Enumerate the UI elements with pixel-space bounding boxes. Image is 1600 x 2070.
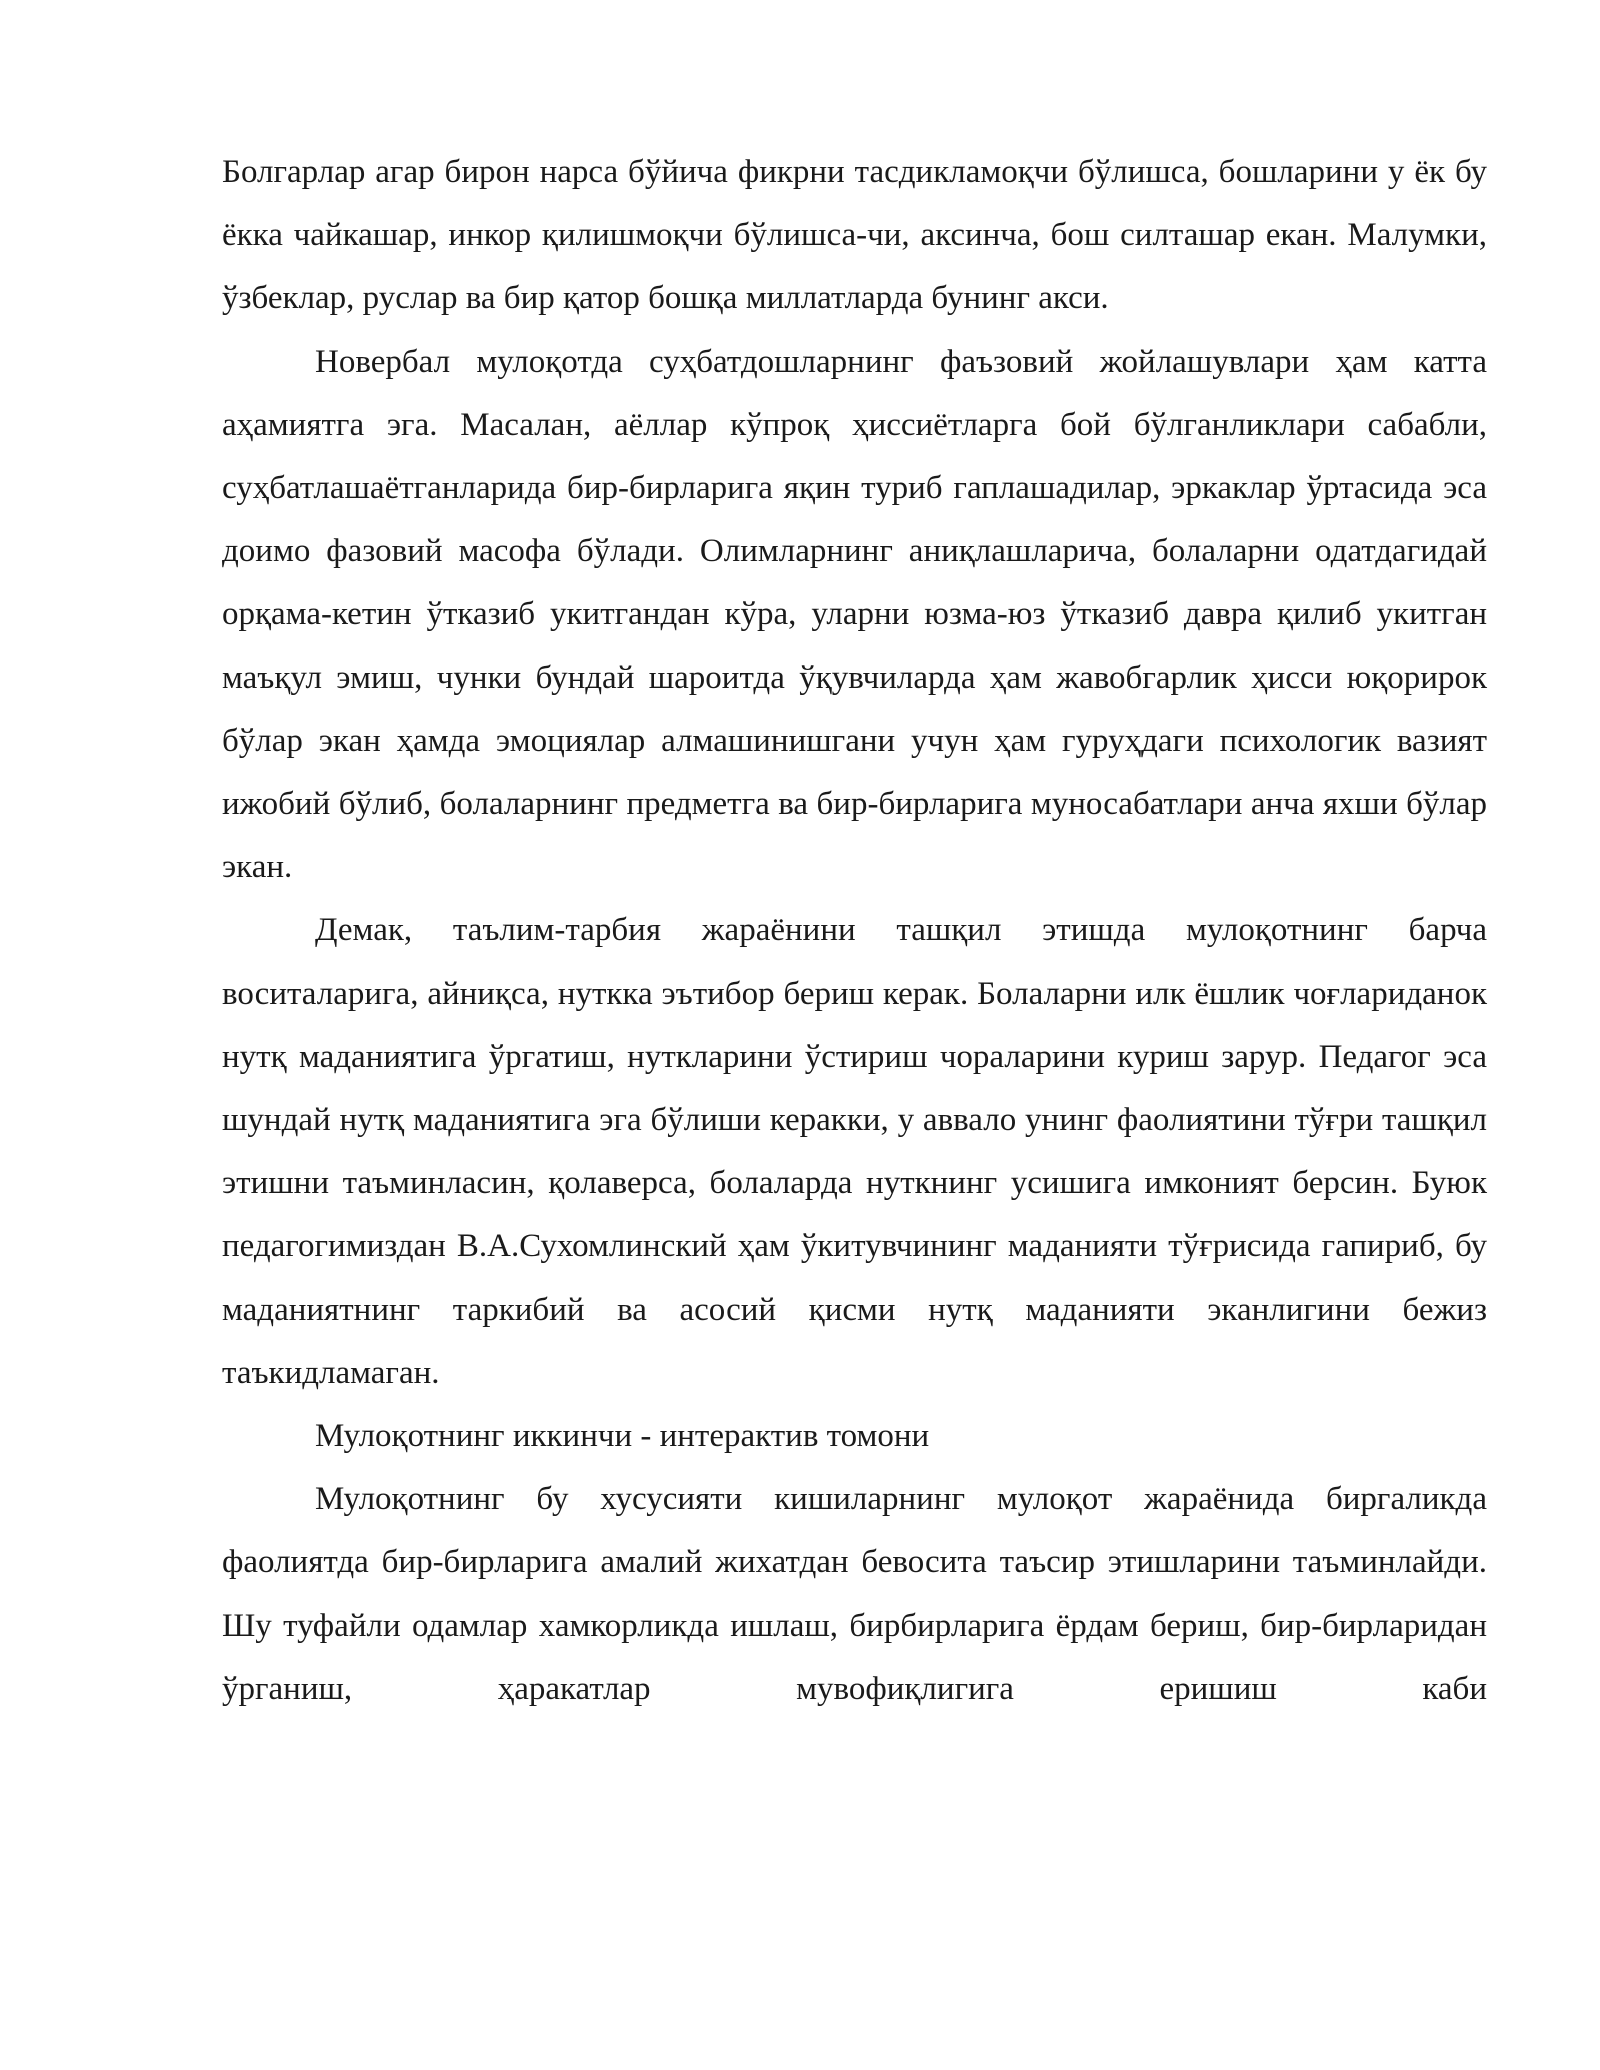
paragraph-bulgarian-gestures: Болгарлар агар бирон нарса бўйича фикрни тасдикламоқчи бўлишса, бошларини у ёк бу ёкка чайкашар, инкор қилишмоқчи бўлишса-чи, аксинча, бош силташар екан. Малумки, ўзбеклар, руслар ва бир қатор бошқа миллатларда бунинг акси. (222, 154, 1487, 317)
paragraph-speech-culture: Демак, таълим-тарбия жараёнини ташқил этишда мулоқотнинг барча воситаларига, айниқса, нуткка эътибор бериш керак. Болаларни илк ёшлик чоғлариданок нутқ маданиятига ўргатиш, нуткларини ўстириш чораларини куриш зарур. Педагог эса шундай нутқ маданиятига эга бўлиши керакки, у аввало унинг фаолиятини тўғри ташқил этишни таъминласин, қолаверса, болаларда нуткнинг усишига имконият берсин. Буюк педагогимиздан В.А.Сухомлинский ҳам ўкитувчининг маданияти тўғрисида гапириб, бу маданиятнинг таркибий ва асосий қисми нутқ маданияти эканлигини бежиз таъкидламаган. (222, 912, 1487, 1391)
document-body (222, 141, 1487, 1721)
section-heading-interactive: Мулоқотнинг иккинчи - интерактив томони (315, 1418, 930, 1455)
paragraph-nonverbal-spacing: Новербал мулоқотда суҳбатдошларнинг фаъзовий жойлашувлари ҳам катта аҳамиятга эга. Масалан, аёллар кўпроқ ҳиссиётларга бой бўлганликлари сабабли, суҳбатлашаётганларида бир-бирларига яқин туриб гаплашадилар, эркаклар ўртасида эса доимо фазовий масофа бўлади. Олимларнинг аниқлашларича, болаларни одатдагидай орқама-кетин ўтказиб укитгандан кўра, уларни юзма-юз ўтказиб давра қилиб укитган маъқул эмиш, чунки бундай шароитда ўқувчиларда ҳам жавобгарлик ҳисси юқорирок бўлар экан ҳамда эмоциялар алмашинишгани учун ҳам гуруҳдаги психологик вазият ижобий бўлиб, болаларнинг предметга ва бир-бирларига муносабатлари анча яхши бўлар экан. (222, 343, 1487, 886)
paragraph-interactive-side: Мулоқотнинг бу хусусияти кишиларнинг мулоқот жараёнида биргаликда фаолиятда бир-бирларига амалий жихатдан бевосита таъсир этишларини таъминлайди. Шу туфайли одамлар хамкорликда ишлаш, бирбирларига ёрдам бериш, бир-бирларидан ўрганиш, ҳаракатлар мувофиқлигига еришиш каби (222, 1481, 1487, 1707)
